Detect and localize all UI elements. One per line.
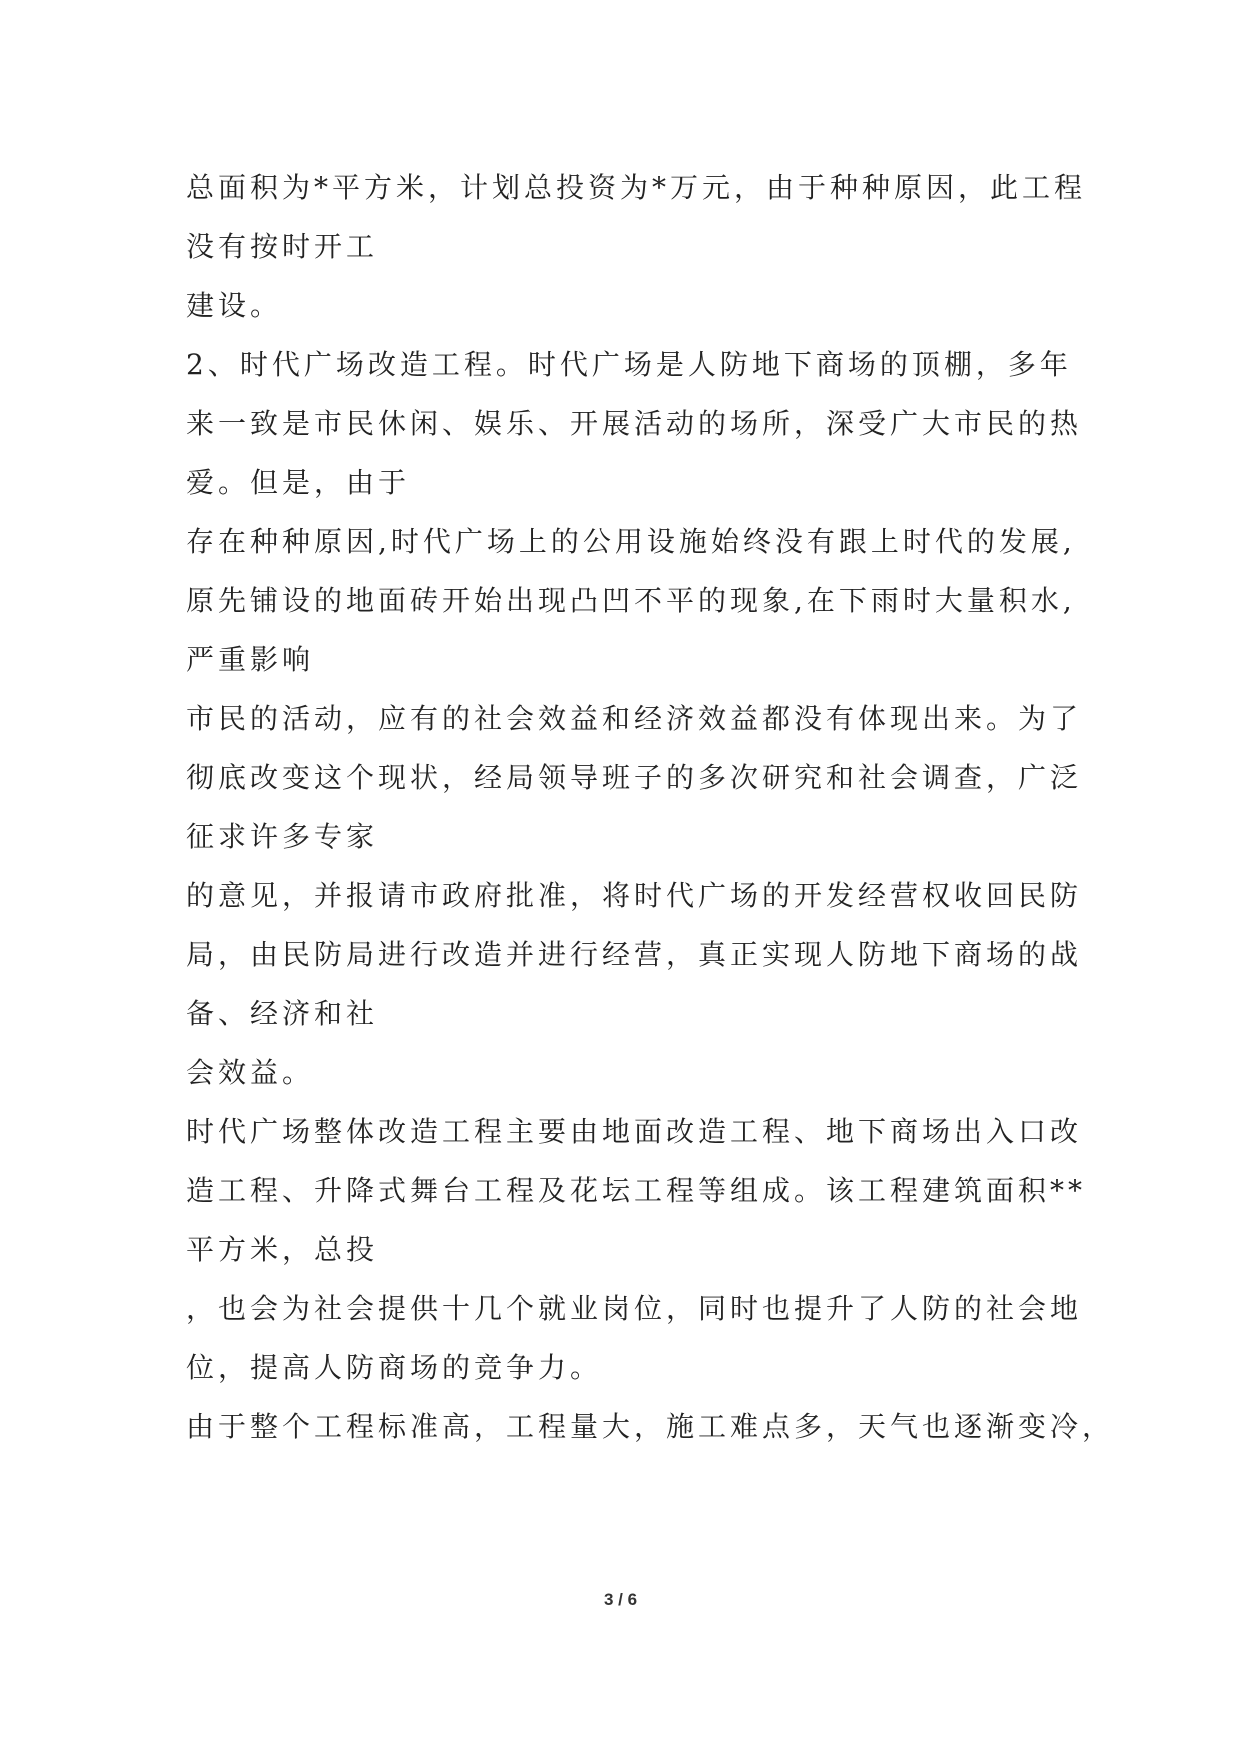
- text-line: 建设。: [186, 289, 283, 322]
- text-line: 市民的活动，应有的社会效益和经济效益都没有体现出来。为了: [186, 702, 1083, 735]
- text-line: 时代广场整体改造工程主要由地面改造工程、地下商场出入口改: [186, 1115, 1083, 1148]
- text-line: 来一致是市民休闲、娱乐、开展活动的场所，深受广大市民的热: [186, 407, 1083, 440]
- text-line: 总面积为*平方米，计划总投资为*万元，由于种种原因，此工程: [186, 171, 1087, 204]
- text-line: 由于整个工程标准高，工程量大，施工难点多，天气也逐渐变冷，: [186, 1410, 1115, 1443]
- text-line: 2、时代广场改造工程。时代广场是人防地下商场的顶棚，多年: [186, 348, 1072, 381]
- text-line: 位，提高人防商场的竞争力。: [186, 1351, 603, 1384]
- text-line: 平方米，总投: [186, 1233, 379, 1266]
- text-line: 征求许多专家: [186, 820, 379, 853]
- text-line: 的意见，并报请市政府批准，将时代广场的开发经营权收回民防: [186, 879, 1083, 912]
- text-line: ，也会为社会提供十几个就业岗位，同时也提升了人防的社会地: [186, 1292, 1083, 1325]
- text-line: 局，由民防局进行改造并进行经营，真正实现人防地下商场的战: [186, 938, 1083, 971]
- text-line: 备、经济和社: [186, 997, 379, 1030]
- text-line: 爱。但是，由于: [186, 466, 411, 499]
- text-line: 没有按时开工: [186, 230, 379, 263]
- text-line: 会效益。: [186, 1056, 315, 1089]
- text-line: 造工程、升降式舞台工程及花坛工程等组成。该工程建筑面积**: [186, 1174, 1087, 1207]
- document-body: [186, 158, 1115, 1456]
- text-line: 存在种种原因,时代广场上的公用设施始终没有跟上时代的发展,: [186, 525, 1076, 558]
- text-line: 彻底改变这个现状，经局领导班子的多次研究和社会调查，广泛: [186, 761, 1083, 794]
- text-line: 原先铺设的地面砖开始出现凸凹不平的现象,在下雨时大量积水,: [186, 584, 1076, 617]
- page-number: 3 / 6: [603, 1590, 638, 1609]
- text-line: 严重影响: [186, 643, 315, 676]
